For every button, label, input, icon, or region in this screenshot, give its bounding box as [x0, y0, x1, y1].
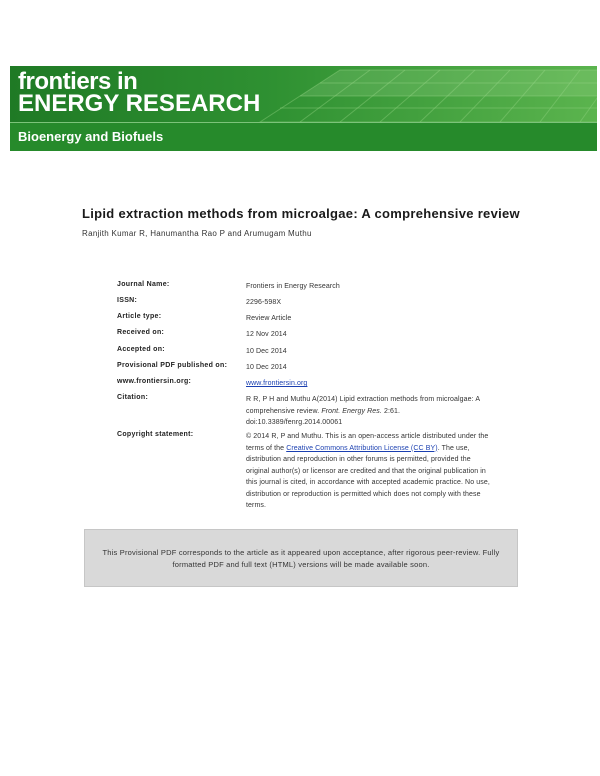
article-authors: Ranjith Kumar R, Hanumantha Rao P and Arumugam Muthu — [82, 229, 312, 238]
citation-text — [246, 394, 496, 429]
meta-label: Copyright statement: — [117, 431, 194, 438]
provisional-notice-text: This Provisional PDF corresponds to the article as it appeared upon acceptance, after rigorous peer-review. Fully formatted PDF and full text (HTML) versions will be made available soon. — [102, 548, 500, 569]
meta-value: 10 Dec 2014 — [246, 348, 287, 355]
license-link[interactable]: Creative Commons Attribution License (CC BY) — [286, 444, 438, 452]
meta-label: Article type: — [117, 313, 162, 320]
citation-part: 2:61. doi:10.3389/fenrg.2014.00061 — [246, 407, 401, 426]
meta-value: Review Article — [246, 315, 292, 322]
meta-value: Frontiers in Energy Research — [246, 283, 340, 290]
website-link[interactable]: www.frontiersin.org — [246, 380, 308, 387]
meta-label: Journal Name: — [117, 281, 170, 288]
copyright-part: © 2014 R, P and Muthu. This is an open-access article distributed under the terms of the — [246, 433, 489, 452]
banner-logo-area — [10, 66, 597, 122]
article-title: Lipid extraction methods from microalgae: A comprehensive review — [82, 206, 520, 221]
citation-journal-abbrev: Front. Energy Res. — [321, 407, 382, 415]
section-title: Bioenergy and Biofuels — [18, 129, 164, 144]
provisional-notice-box — [84, 529, 518, 587]
meta-value: 2296-598X — [246, 299, 282, 306]
meta-value — [246, 378, 496, 390]
meta-label: Accepted on: — [117, 346, 165, 353]
meta-label: Received on: — [117, 329, 165, 336]
journal-banner — [10, 66, 597, 151]
section-bar — [10, 122, 597, 151]
citation-part: R R, P H and Muthu A(2014) Lipid extraction methods from microalgae: A comprehensive review. — [246, 396, 480, 415]
meta-value: 10 Dec 2014 — [246, 364, 287, 371]
brand-name: frontiers in — [18, 68, 138, 95]
meta-label: Citation: — [117, 394, 149, 401]
copyright-text — [246, 431, 496, 512]
copyright-part: . The use, distribution and reproduction in other forums is permitted, provided the original author(s) or licensor are credited and that the original publication in this journal is cited, in accordance with accepted academic practice. No use, distribution or reproduction is permitted which does not comply with these terms. — [246, 444, 490, 509]
meta-label: ISSN: — [117, 297, 138, 304]
journal-name-logo: ENERGY RESEARCH — [18, 90, 261, 117]
meta-label: Provisional PDF published on: — [117, 362, 228, 369]
meta-label: www.frontiersin.org: — [117, 378, 192, 385]
meta-value: 12 Nov 2014 — [246, 331, 287, 338]
